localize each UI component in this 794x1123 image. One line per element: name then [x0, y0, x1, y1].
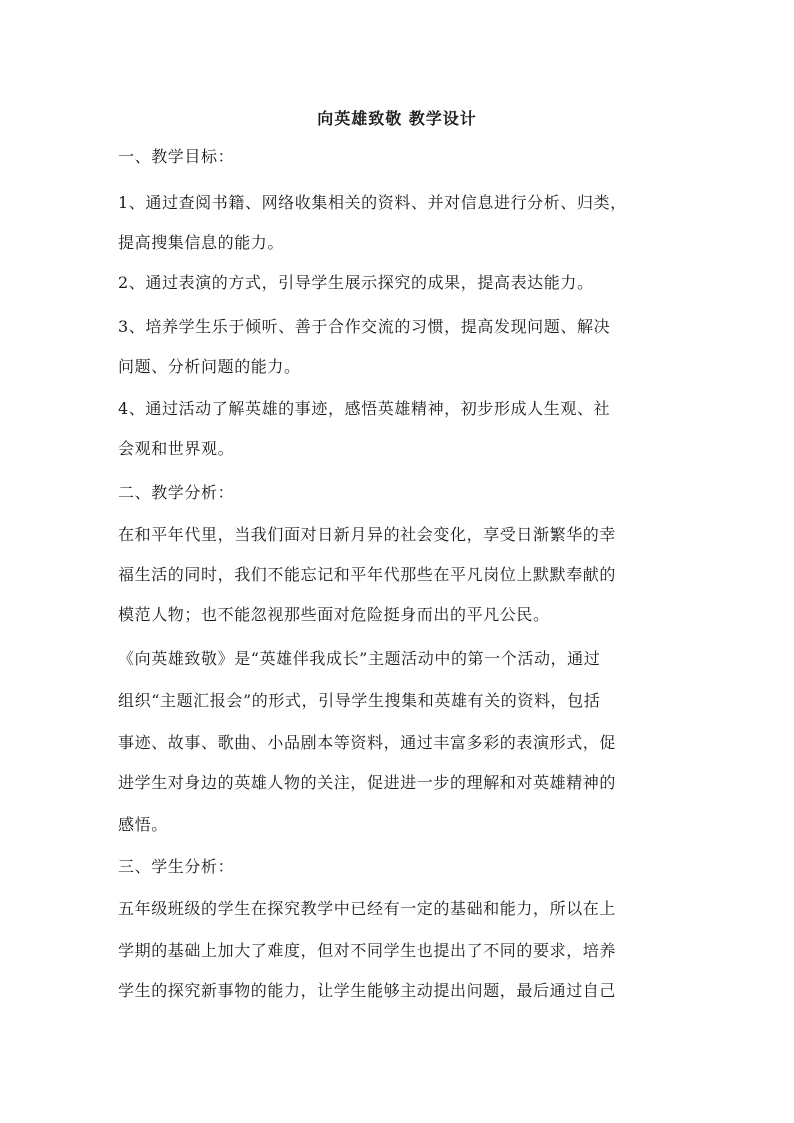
text-line: 福生活的同时，我们不能忘记和平年代那些在平凡岗位上默默奉献的: [118, 565, 617, 584]
section-heading-students: 三、学生分析：: [118, 857, 235, 876]
text-line: 模范人物；也不能忽视那些面对危险挺身而出的平凡公民。: [118, 605, 550, 624]
text-line: 提高搜集信息的能力。: [118, 233, 285, 252]
document-title: 向英雄致敬 教学设计: [317, 109, 477, 128]
text-line: 学期的基础上加大了难度，但对不同学生也提出了不同的要求，培养: [118, 941, 617, 960]
text-line: 2、通过表演的方式，引导学生展示探究的成果，提高表达能力。: [118, 273, 594, 292]
text-line: 问题、分析问题的能力。: [118, 357, 301, 376]
text-line: 在和平年代里，当我们面对日新月异的社会变化，享受日渐繁华的幸: [118, 525, 617, 544]
text-line: 组织“主题汇报会”的形式，引导学生搜集和英雄有关的资料，包括: [118, 691, 601, 710]
text-line: 3、培养学生乐于倾听、善于合作交流的习惯，提高发现问题、解决: [118, 317, 611, 336]
text-line: 《向英雄致敬》是“英雄伴我成长”主题活动中的第一个活动，通过: [118, 649, 601, 668]
text-line: 事迹、故事、歌曲、小品剧本等资料，通过丰富多彩的表演形式，促: [118, 733, 617, 752]
text-line: 会观和世界观。: [118, 439, 235, 458]
text-line: 进学生对身边的英雄人物的关注，促进进一步的理解和对英雄精神的: [118, 773, 617, 792]
text-line: 学生的探究新事物的能力，让学生能够主动提出问题，最后通过自己: [118, 981, 617, 1000]
text-line: 感悟。: [118, 815, 168, 834]
text-line: 4、通过活动了解英雄的事迹，感悟英雄精神，初步形成人生观、社: [118, 399, 611, 418]
text-line: 五年级班级的学生在探究教学中已经有一定的基础和能力，所以在上: [118, 899, 617, 918]
section-heading-objectives: 一、教学目标：: [118, 147, 235, 166]
section-heading-analysis: 二、教学分析：: [118, 483, 235, 502]
text-line: 1、通过查阅书籍、网络收集相关的资料、并对信息进行分析、归类，: [118, 193, 627, 212]
